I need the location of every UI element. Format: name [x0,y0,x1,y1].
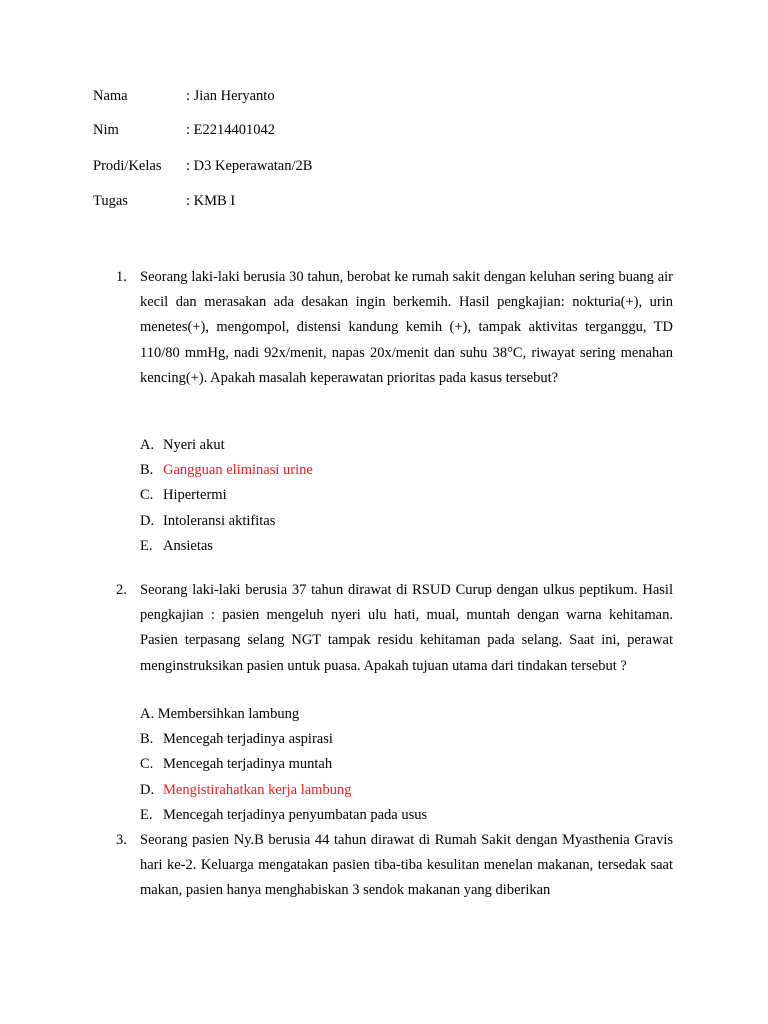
info-value: : KMB I [186,193,236,209]
question-number: 1. [116,269,127,285]
option-letter: A. [140,706,155,722]
option-c [140,752,333,777]
option-text: Ansietas [163,537,213,554]
option-letter: E. [140,537,153,554]
question-1 [116,265,673,391]
question-text: Seorang laki-laki berusia 30 tahun, berobat ke rumah sakit dengan keluhan sering buang air kecil dan merasakan ada desakan ingin berkemih. Hasil pengkajian: nokturia(+), urin menetes(+), mengompol, distensi kandung kemih (+), tampak aktivitas terganggu, TD 110/80 mmHg, nadi 92x/menit, napas 20x/menit dan suhu 38°C, riwayat sering menahan kencing(+). Apakah masalah keperawatan prioritas pada kasus tersebut? [140,269,673,386]
info-label: Nim [93,122,119,138]
question-3 [116,828,673,904]
question-number: 2. [116,582,127,598]
question-text: Seorang laki-laki berusia 37 tahun dirawat di RSUD Curup dengan ulkus peptikum. Hasil pengkajian : pasien mengeluh nyeri ulu hati, mual, muntah dengan warna kehitaman. Pasien terpasang selang NGT tampak residu kehitaman pada selang. Saat ini, perawat menginstruksikan pasien untuk puasa. Apakah tujuan utama dari tindakan tersebut ? [140,582,673,674]
info-label: Prodi/Kelas [93,158,162,174]
option-text: Membersihkan lambung [157,706,300,722]
option-text-answer: Mengistirahatkan kerja lambung [163,781,352,798]
info-label: Tugas [93,193,128,209]
question-text: Seorang pasien Ny.B berusia 44 tahun dirawat di Rumah Sakit dengan Myasthenia Gravis hari ke-2. Keluarga mengatakan pasien tiba-tiba kesulitan menelan makanan, tersedak saat makan, pasien hanya menghabiskan 3 sendok makanan yang diberikan [140,832,673,899]
info-value: : D3 Keperawatan/2B [186,158,313,174]
option-a [140,702,299,727]
question-number: 3. [116,832,127,848]
option-text: Hipertermi [163,487,227,504]
option-text: Mencegah terjadinya aspirasi [163,731,333,748]
question-2 [116,578,673,679]
option-letter: A. [140,437,155,453]
option-letter: B. [140,462,154,479]
option-text: Nyeri akut [163,437,225,453]
option-letter: E. [140,806,153,823]
info-value: : Jian Heryanto [186,88,275,104]
option-b [140,727,333,752]
option-text: Mencegah terjadinya muntah [163,756,333,773]
info-label: Nama [93,88,128,104]
option-letter: C. [140,756,154,773]
option-letter: C. [140,487,154,504]
option-letter: D. [140,512,155,529]
option-text: Mencegah terjadinya penyumbatan pada usus [163,806,428,823]
option-text: Intoleransi aktifitas [163,512,276,529]
option-d [140,778,352,803]
option-letter: D. [140,781,155,798]
option-e [140,803,428,828]
option-text-answer: Gangguan eliminasi urine [163,462,313,479]
option-letter: B. [140,731,154,748]
info-value: : E2214401042 [186,122,276,138]
question-2-options [140,702,428,828]
